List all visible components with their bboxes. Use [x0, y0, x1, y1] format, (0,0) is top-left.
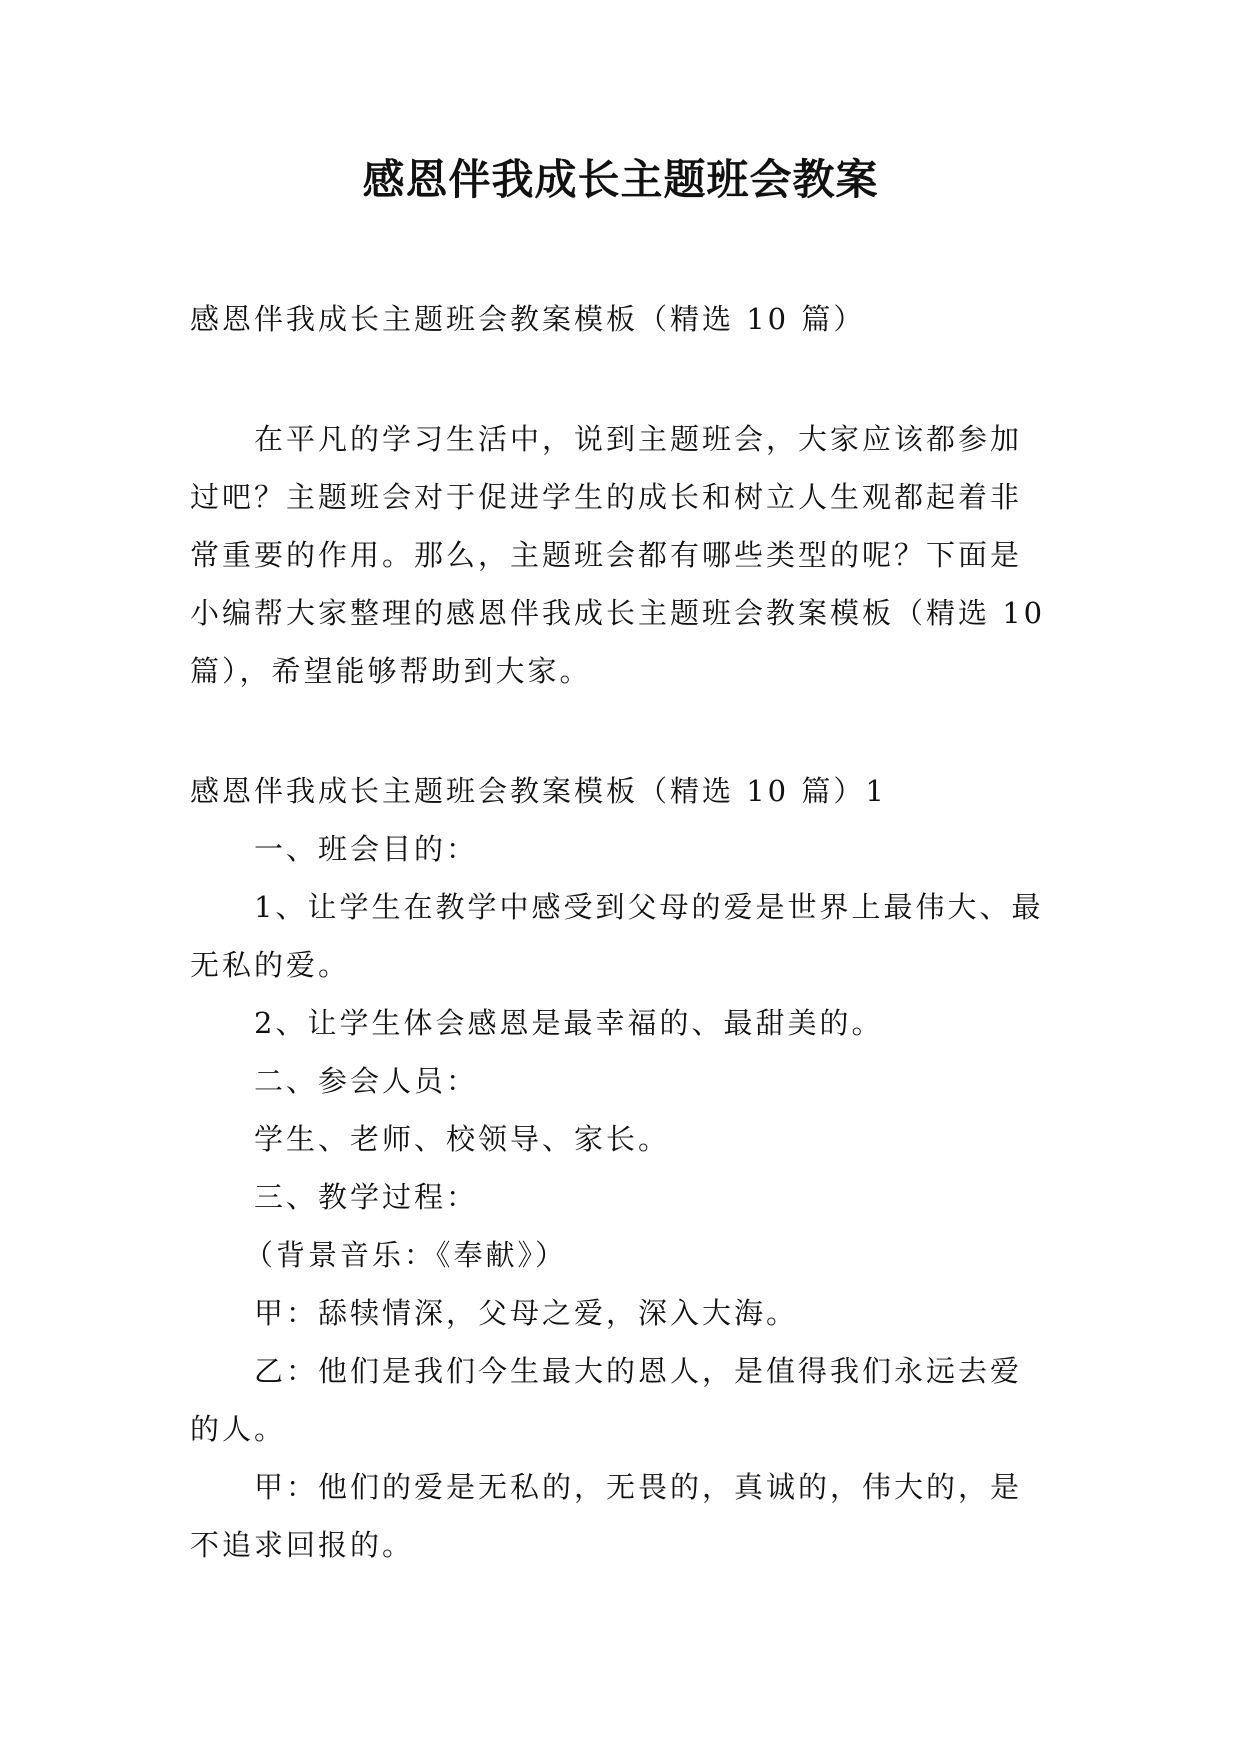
paragraph-attendees: 学生、老师、校领导、家长。 [254, 1122, 671, 1156]
paragraph-dialogue-2: 乙：他们是我们今生最大的恩人，是值得我们永远去爱的人。 [190, 1354, 1023, 1446]
paragraph-goal-2: 2、让学生体会感恩是最幸福的、最甜美的。 [254, 1006, 884, 1040]
paragraph-background-music: （背景音乐：《奉献》） [244, 1238, 568, 1272]
paragraph-dialogue-3: 甲：他们的爱是无私的，无畏的，真诚的，伟大的，是不追求回报的。 [190, 1470, 1023, 1562]
document-body [190, 290, 1052, 1574]
document-subtitle: 感恩伴我成长主题班会教案模板（精选 10 篇） [190, 302, 866, 336]
document-title: 感恩伴我成长主题班会教案 [362, 155, 879, 204]
intro-paragraph: 在平凡的学习生活中，说到主题班会，大家应该都参加过吧？主题班会对于促进学生的成长和树立人生观都起着非常重要的作用。那么，主题班会都有哪些类型的呢？下面是小编帮大家整理的感恩伴我成长主题班会教案模板（精选 10 篇），希望能够帮助到大家。 [190, 422, 1046, 688]
paragraph-attendees-heading: 二、参会人员： [254, 1064, 479, 1098]
paragraph-dialogue-1: 甲：舔犊情深，父母之爱，深入大海。 [254, 1296, 799, 1330]
paragraph-process-heading: 三、教学过程： [254, 1180, 479, 1214]
section-heading: 感恩伴我成长主题班会教案模板（精选 10 篇）1 [190, 774, 887, 808]
paragraph-goal-heading: 一、班会目的： [254, 832, 479, 866]
paragraph-goal-1: 1、让学生在教学中感受到父母的爱是世界上最伟大、最无私的爱。 [190, 890, 1044, 982]
